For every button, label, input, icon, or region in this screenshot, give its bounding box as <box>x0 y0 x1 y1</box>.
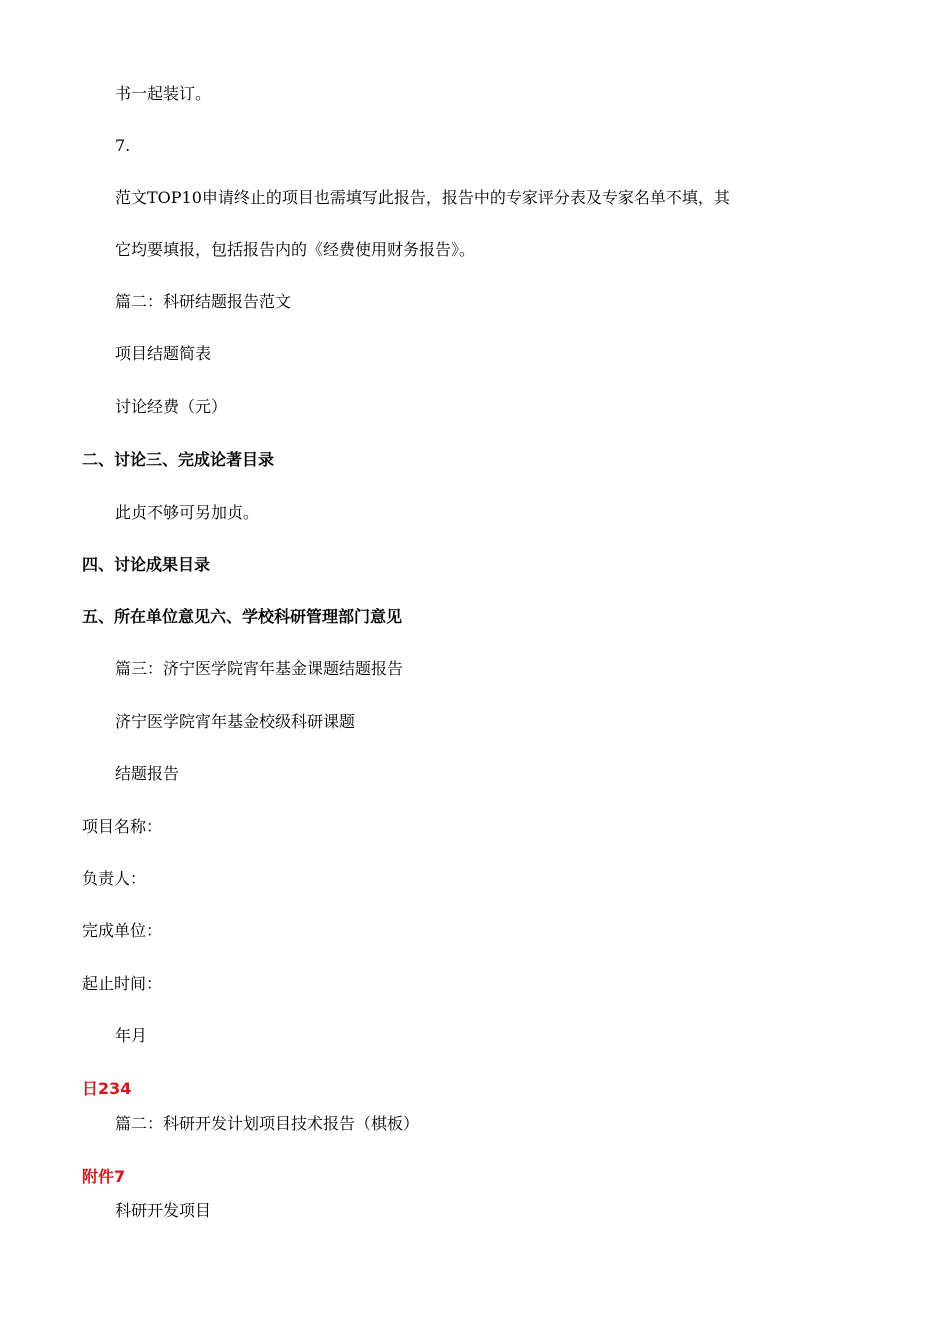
section-heading: 四、讨论成果目录 <box>82 555 211 574</box>
text-line: 此贞不够可另加贞。 <box>115 503 260 522</box>
text-line: 科研开发项目 <box>115 1201 212 1220</box>
section-heading: 二、讨论三、完成论著目录 <box>82 450 275 469</box>
text-line: 篇二：科研开发计划项目技术报告（棋板） <box>115 1114 420 1133</box>
text-line: 年月 <box>115 1026 148 1045</box>
text-line: 结题报告 <box>115 764 180 783</box>
text-line: 篇三：济宁医学院宵年基金课题结题报告 <box>115 659 404 678</box>
red-marker: 日234 <box>82 1079 132 1098</box>
section-heading: 五、所在单位意见六、学校科研管理部门意见 <box>82 607 403 626</box>
text-line: 7. <box>115 136 131 155</box>
form-label: 完成单位： <box>82 921 163 940</box>
text-line: 范文TOP10申请终止的项目也需填写此报告，报告中的专家评分表及专家名单不填，其 <box>115 188 730 207</box>
text-line: 它均要填报，包括报告内的《经费使用财务报告》。 <box>115 240 476 259</box>
text-line: 书一起装订。 <box>115 84 212 103</box>
form-label: 负责人： <box>82 869 147 888</box>
text-line: 项目结题简表 <box>115 344 212 363</box>
text-line: 讨论经费（元） <box>115 397 228 416</box>
red-marker: 附件7 <box>82 1167 126 1186</box>
form-label: 项目名称： <box>82 817 163 836</box>
text-line: 篇二：科研结题报告范文 <box>115 292 292 311</box>
text-line: 济宁医学院宵年基金校级科研课题 <box>115 712 356 731</box>
form-label: 起止时间： <box>82 974 163 993</box>
